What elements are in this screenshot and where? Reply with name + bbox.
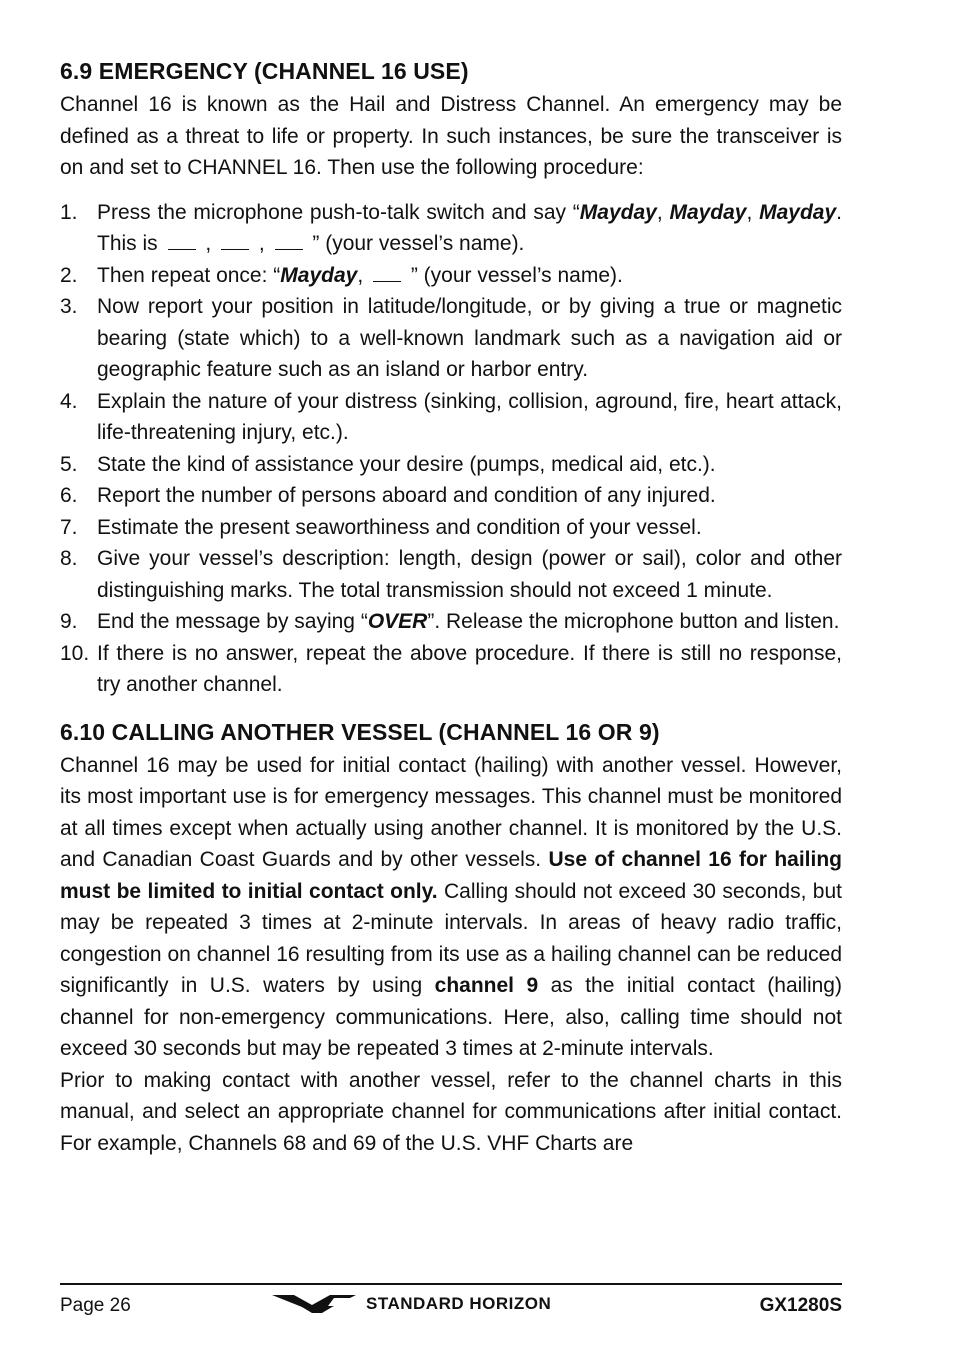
section-title-calling: 6.10 CALLING ANOTHER VESSEL (CHANNEL 16 OR 9) (60, 718, 660, 745)
list-item: 6. Report the number of persons aboard and condition of any injured. (60, 484, 716, 507)
standard-horizon-logo-icon (272, 1293, 356, 1315)
blank-line (373, 263, 401, 282)
list-item: 9. End the message by saying “OVER”. Release the microphone button and listen. (60, 610, 840, 633)
calling-paragraph-2: Prior to making contact with another vessel, refer to the channel charts in this manual, and select an appropriate channel for communications after initial contact. For example, Channels 68 and 69 of the U.S. VHF Charts are (60, 1068, 842, 1155)
list-item: 2. Then repeat once: “Mayday, ” (your vessel’s name). (60, 263, 623, 287)
page-footer (60, 1283, 842, 1325)
document-page (60, 56, 842, 1159)
list-item: 5. State the kind of assistance your desire (pumps, medical aid, etc.). (60, 452, 716, 476)
list-item: 8. Give your vessel’s description: length, design (power or sail), color and other distinguishing marks. The total transmission should not exceed 1 minute. (60, 547, 842, 602)
brand-name: STANDARD HORIZON (366, 1294, 552, 1313)
list-item: 1. Press the microphone push-to-talk switch and say “Mayday, Mayday, Mayday. This is , , ” (your vessel’s name). (60, 200, 842, 255)
blank-line (221, 231, 249, 250)
model-number: GX1280S (759, 1295, 842, 1316)
blank-line (275, 231, 303, 250)
section-title-emergency: 6.9 EMERGENCY (CHANNEL 16 USE) (60, 58, 469, 84)
list-item: 7. Estimate the present seaworthiness and condition of your vessel. (60, 515, 702, 539)
list-item: 3. Now report your position in latitude/longitude, or by giving a true or magnetic bearing (state which) to a well-known landmark such as a navigation aid or geographic feature such as an island or harbor entry. (60, 295, 842, 381)
list-item: 4. Explain the nature of your distress (sinking, collision, aground, fire, heart attack, life-threatening injury, etc.). (60, 389, 842, 444)
list-item: 10. If there is no answer, repeat the above procedure. If there is still no response, try another channel. (60, 641, 842, 696)
emergency-steps (60, 197, 842, 701)
blank-line (168, 231, 196, 250)
emergency-intro: Channel 16 is known as the Hail and Distress Channel. An emergency may be defined as a threat to life or property. In such instances, be sure the transceiver is on and set to CHANNEL 16. Then use the following procedure: (60, 93, 842, 179)
brand-logo (272, 1293, 551, 1315)
calling-paragraph-1: Channel 16 may be used for initial contact (hailing) with another vessel. However, its most important use is for emergency messages. This channel must be monitored at all times except when actually using another channel. It is monitored by the U.S. and Canadian Coast Guards and by other vessels. Use of channel 16 for hailing must be limited to initial contact only. Calling should not exceed 30 seconds, but may be repeated 3 times at 2-minute intervals. In areas of heavy radio traffic, congestion on channel 16 resulting from its use as a hailing channel can be reduced significantly in U.S. waters by using channel 9 as the initial contact (hailing) channel for non-emergency communications. Here, also, calling time should not exceed 30 seconds but may be repeated 3 times at 2-minute intervals. (60, 753, 843, 1060)
page-number: Page 26 (60, 1295, 131, 1316)
